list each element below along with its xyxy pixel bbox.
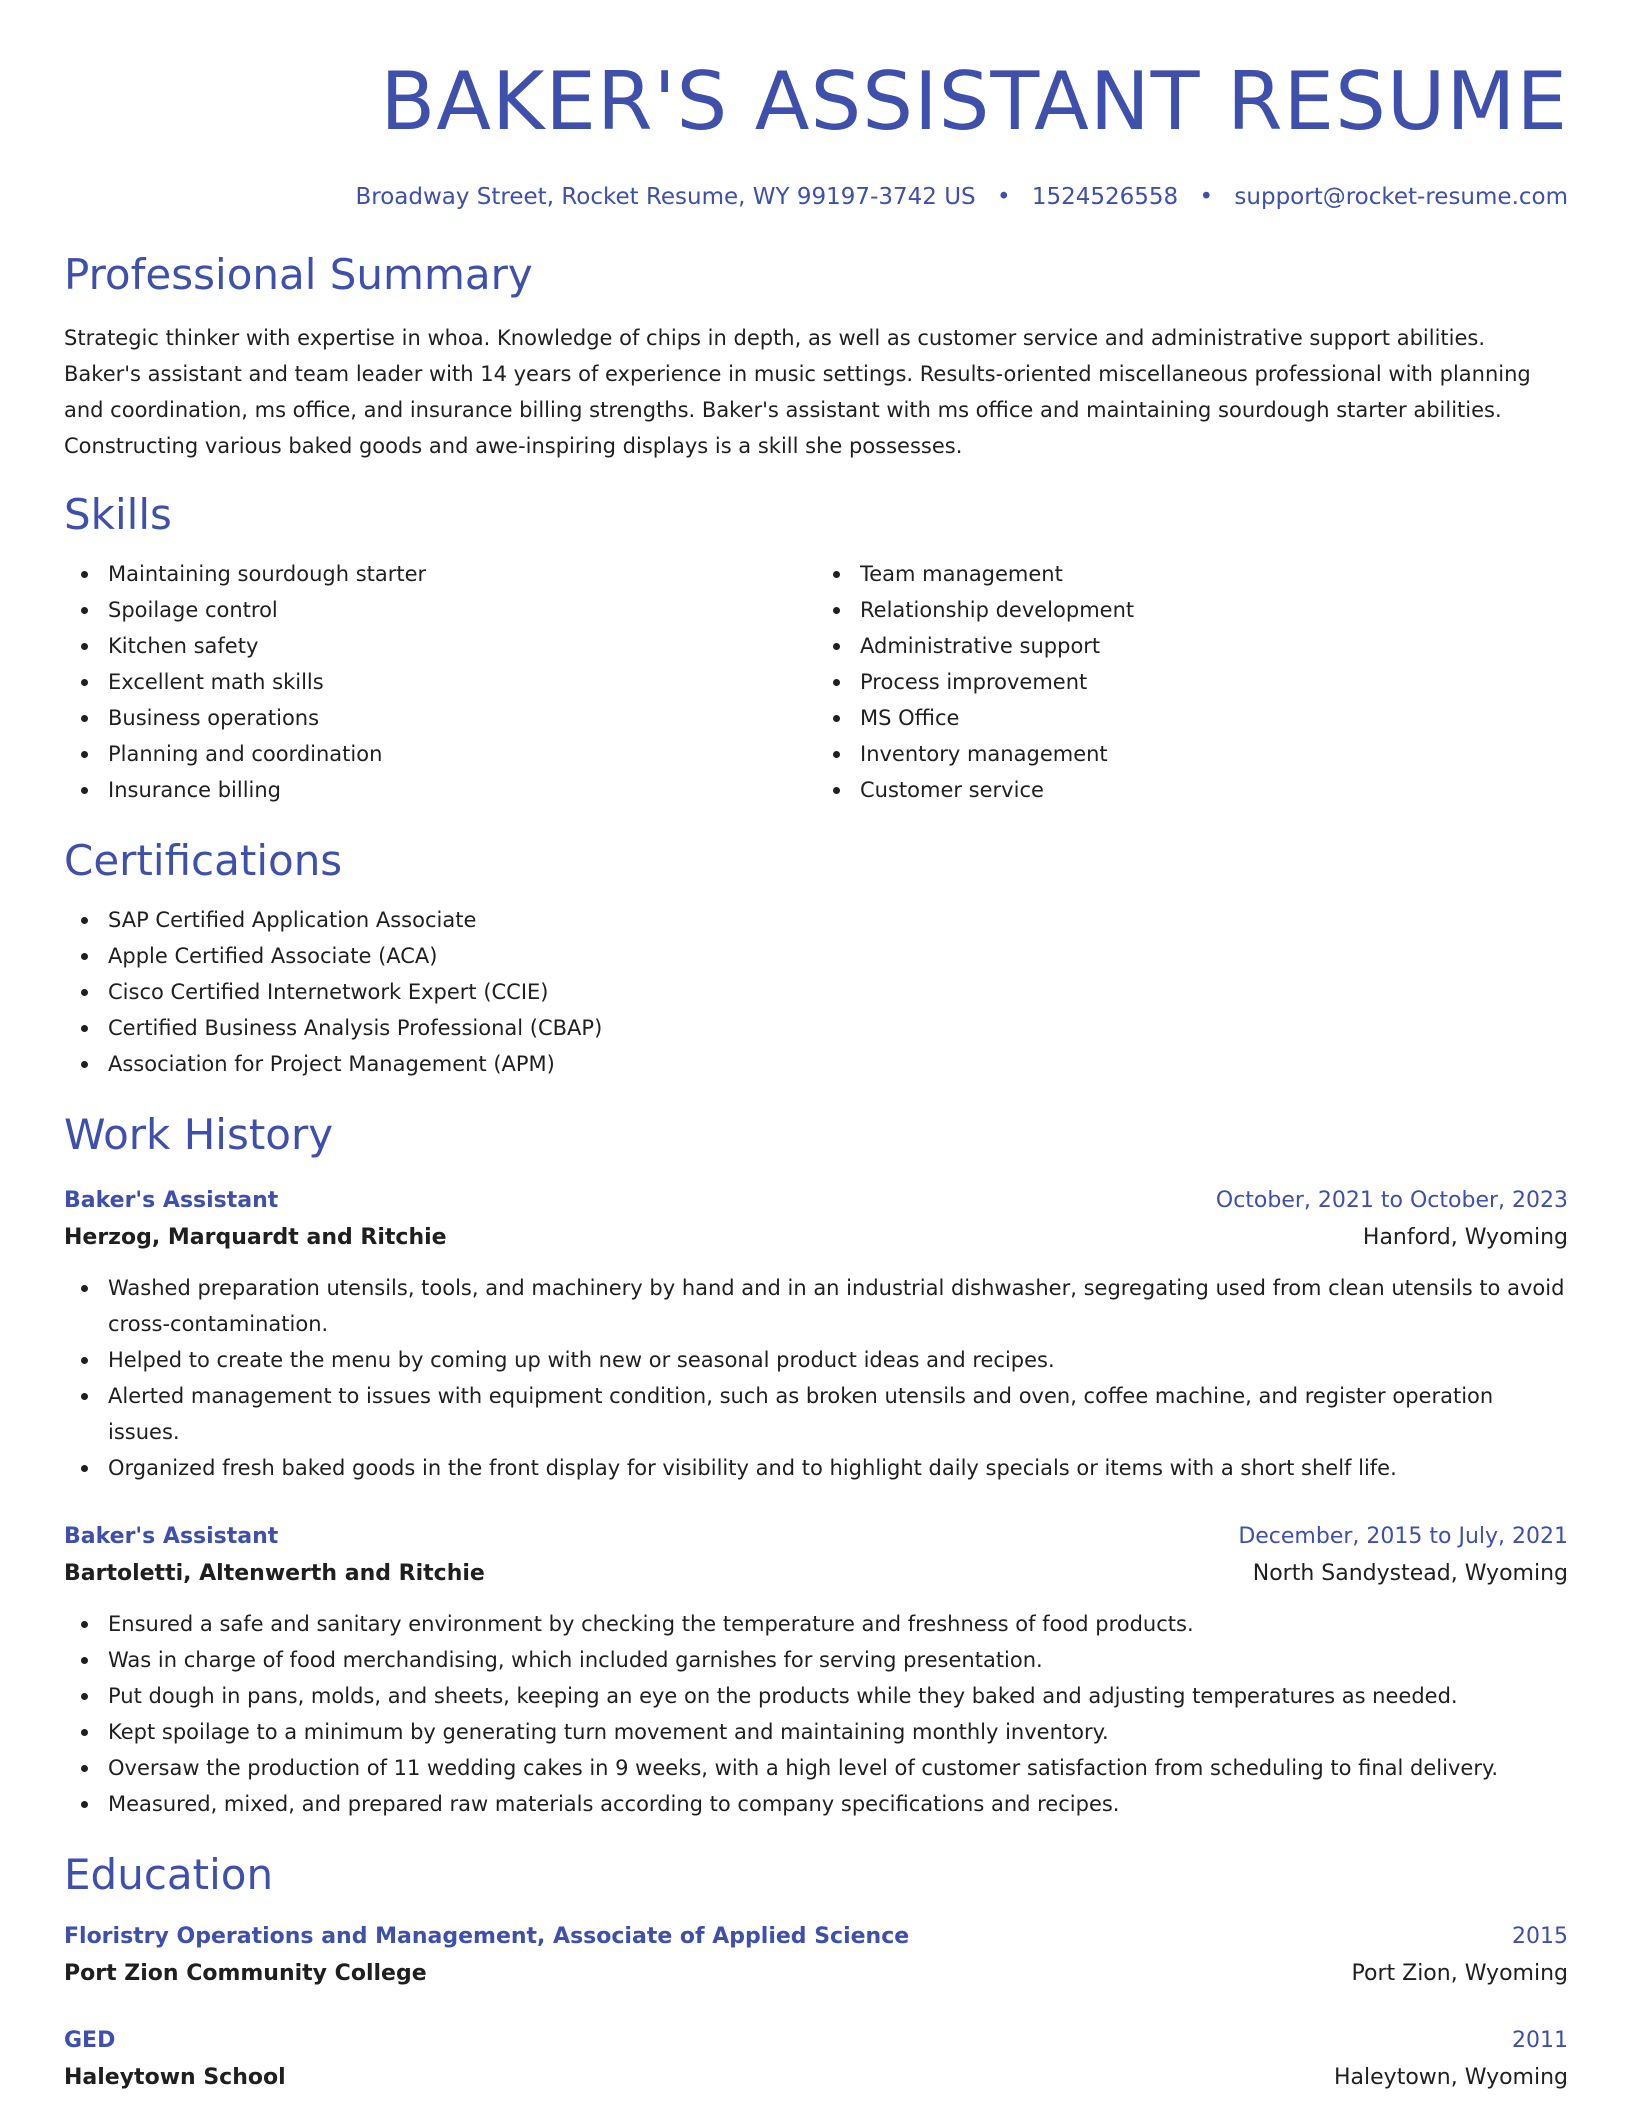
skill-item: Business operations xyxy=(64,700,816,736)
certification-item: SAP Certified Application Associate xyxy=(64,902,1568,938)
job-duty: Put dough in pans, molds, and sheets, keeping an eye on the products while they baked and adjusting temperatures as needed. xyxy=(64,1678,1568,1714)
certification-item: Certified Business Analysis Professional (CBAP) xyxy=(64,1010,1568,1046)
summary-section xyxy=(64,250,1568,464)
job-duty: Kept spoilage to a minimum by generating turn movement and maintaining monthly inventory. xyxy=(64,1714,1568,1750)
job-duty: Washed preparation utensils, tools, and machinery by hand and in an industrial dishwasher, segregating used from clean utensils to avoid cross-contamination. xyxy=(64,1270,1568,1342)
summary-heading: Professional Summary xyxy=(64,250,533,299)
job-entry xyxy=(64,1520,1568,1822)
job-company: Herzog, Marquardt and Ritchie xyxy=(64,1225,447,1250)
job-location: Hanford, Wyoming xyxy=(1362,1225,1568,1250)
skill-item: Planning and coordination xyxy=(64,736,816,772)
degree-name: GED xyxy=(64,2028,116,2053)
skill-item: Customer service xyxy=(816,772,1568,808)
education-entry xyxy=(64,1920,1568,1994)
school-row xyxy=(64,2058,1568,2098)
degree-row xyxy=(64,1920,1568,1954)
work-history-section xyxy=(64,1110,1568,1822)
job-duty: Oversaw the production of 11 wedding cakes in 9 weeks, with a high level of customer satisfaction from scheduling to final delivery. xyxy=(64,1750,1568,1786)
contact-phone: 1524526558 xyxy=(1031,184,1179,210)
skill-item: Process improvement xyxy=(816,664,1568,700)
skill-item: MS Office xyxy=(816,700,1568,736)
job-duties-list xyxy=(64,1270,1568,1486)
job-duty: Alerted management to issues with equipment condition, such as broken utensils and oven, coffee machine, and register operation issues. xyxy=(64,1378,1568,1450)
school-row xyxy=(64,1954,1568,1994)
education-section xyxy=(64,1850,1568,2098)
graduation-year: 2015 xyxy=(1512,1924,1568,1949)
skill-item: Team management xyxy=(816,556,1568,592)
job-duty: Measured, mixed, and prepared raw materials according to company specifications and recipes. xyxy=(64,1786,1568,1822)
certification-item: Association for Project Management (APM) xyxy=(64,1046,1568,1082)
skills-heading: Skills xyxy=(64,490,172,539)
job-dates: October, 2021 to October, 2023 xyxy=(1215,1188,1568,1213)
job-duty: Ensured a safe and sanitary environment by checking the temperature and freshness of food products. xyxy=(64,1606,1568,1642)
skill-item: Spoilage control xyxy=(64,592,816,628)
graduation-year: 2011 xyxy=(1512,2028,1568,2053)
job-duty: Was in charge of food merchandising, which included garnishes for serving presentation. xyxy=(64,1642,1568,1678)
school-name: Haleytown School xyxy=(64,2065,286,2090)
contact-email: support@rocket-resume.com xyxy=(1234,184,1568,210)
summary-text: Strategic thinker with expertise in whoa. Knowledge of chips in depth, as well as customer service and administrative support abilities. Baker's assistant and team leader with 14 years of experience in music settings. Results-oriented miscellaneous professional with planning and coordination, ms office, and insurance billing strengths. Baker's assistant with ms office and maintaining sourdough starter abilities. Constructing various baked goods and awe-inspiring displays is a skill she possesses. xyxy=(64,326,1531,458)
resume-title: BAKER'S ASSISTANT RESUME xyxy=(380,55,1568,148)
skills-grid xyxy=(64,556,1568,808)
job-location: North Sandystead, Wyoming xyxy=(1252,1561,1568,1586)
skills-section xyxy=(64,490,1568,808)
degree-name: Floristry Operations and Management, Associate of Applied Science xyxy=(64,1924,910,1949)
education-heading: Education xyxy=(64,1850,274,1899)
skill-item: Excellent math skills xyxy=(64,664,816,700)
skill-item: Relationship development xyxy=(816,592,1568,628)
job-duty: Helped to create the menu by coming up with new or seasonal product ideas and recipes. xyxy=(64,1342,1568,1378)
job-duty: Organized fresh baked goods in the front display for visibility and to highlight daily specials or items with a short shelf life. xyxy=(64,1450,1568,1486)
contact-line xyxy=(64,182,1568,212)
skills-list-left xyxy=(64,556,816,808)
contact-separator: • xyxy=(996,184,1011,210)
job-entry xyxy=(64,1184,1568,1486)
job-role: Baker's Assistant xyxy=(64,1188,279,1213)
contact-address: Broadway Street, Rocket Resume, WY 99197-3742 US xyxy=(355,184,976,210)
resume-header xyxy=(64,0,1568,212)
job-dates: December, 2015 to July, 2021 xyxy=(1238,1524,1568,1549)
school-name: Port Zion Community College xyxy=(64,1961,427,1986)
certifications-heading: Certifications xyxy=(64,836,343,885)
job-company: Bartoletti, Altenwerth and Ritchie xyxy=(64,1561,485,1586)
contact-separator: • xyxy=(1199,184,1214,210)
certifications-list xyxy=(64,902,1568,1082)
certification-item: Apple Certified Associate (ACA) xyxy=(64,938,1568,974)
job-title-row xyxy=(64,1184,1568,1218)
work-history-heading: Work History xyxy=(64,1110,334,1159)
job-company-row xyxy=(64,1218,1568,1258)
skill-item: Insurance billing xyxy=(64,772,816,808)
degree-row xyxy=(64,2024,1568,2058)
skills-list-right xyxy=(816,556,1568,808)
certifications-section xyxy=(64,836,1568,1082)
skill-item: Administrative support xyxy=(816,628,1568,664)
education-entry xyxy=(64,2024,1568,2098)
job-duties-list xyxy=(64,1606,1568,1822)
job-company-row xyxy=(64,1554,1568,1594)
school-location: Port Zion, Wyoming xyxy=(1351,1961,1568,1986)
skill-item: Maintaining sourdough starter xyxy=(64,556,816,592)
school-location: Haleytown, Wyoming xyxy=(1334,2065,1568,2090)
skill-item: Kitchen safety xyxy=(64,628,816,664)
skill-item: Inventory management xyxy=(816,736,1568,772)
job-role: Baker's Assistant xyxy=(64,1524,279,1549)
certification-item: Cisco Certified Internetwork Expert (CCIE) xyxy=(64,974,1568,1010)
job-title-row xyxy=(64,1520,1568,1554)
